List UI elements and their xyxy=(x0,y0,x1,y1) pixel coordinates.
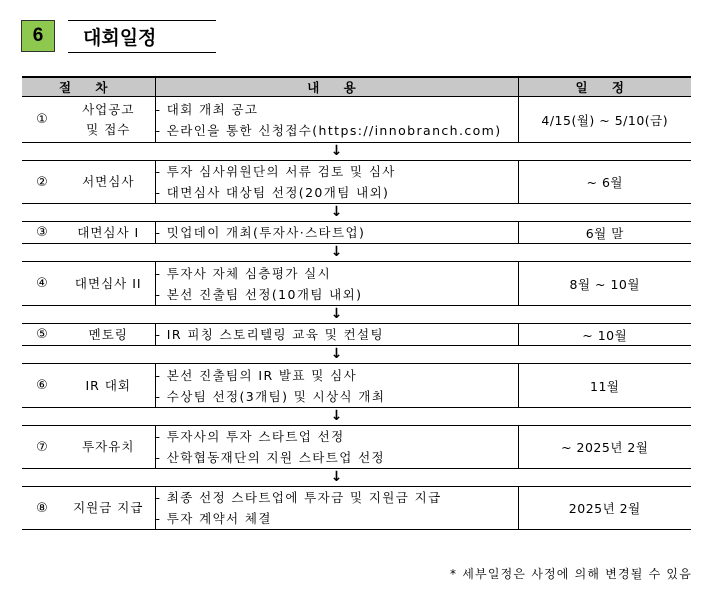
step-cell xyxy=(22,161,155,204)
schedule-table xyxy=(22,76,691,530)
content-line: - 투자 계약서 체결 xyxy=(155,511,272,526)
table-row xyxy=(22,324,691,346)
content-line: - 산학협동재단의 지원 스타트업 선정 xyxy=(155,450,386,465)
step-number: ⑤ xyxy=(36,327,48,342)
content-cell xyxy=(155,487,518,530)
flow-arrow-row xyxy=(22,408,691,426)
down-arrow-icon: ↓ xyxy=(330,408,343,424)
date-cell: ~ 6월 xyxy=(518,161,691,204)
down-arrow-icon: ↓ xyxy=(330,346,343,362)
column-header-date: 일 정 xyxy=(518,77,691,97)
down-arrow-icon: ↓ xyxy=(330,244,343,260)
date-cell: 6월 말 xyxy=(518,222,691,244)
table-row xyxy=(22,161,691,204)
down-arrow-icon: ↓ xyxy=(330,306,343,322)
step-cell xyxy=(22,97,155,143)
flow-arrow-row xyxy=(22,346,691,364)
content-line: - 투자사 자체 심층평가 실시 xyxy=(155,265,332,281)
step-cell xyxy=(22,487,155,530)
content-line: - 밋업데이 개최(투자사·스타트업) xyxy=(155,225,366,240)
step-number: ⑥ xyxy=(36,378,48,393)
content-cell xyxy=(155,324,518,346)
content-line: - 본선 진출팀의 IR 발표 및 심사 xyxy=(155,367,358,383)
content-line: - 대면심사 대상팀 선정(20개팀 내외) xyxy=(155,185,390,200)
table-header-row xyxy=(22,77,691,97)
step-name: 투자유치 xyxy=(82,439,135,454)
step-cell xyxy=(22,364,155,408)
content-line: - 수상팀 선정(3개팀) 및 시상식 개최 xyxy=(155,388,386,404)
content-line: - IR 피칭 스토리텔링 교육 및 컨설팅 xyxy=(155,327,384,342)
step-cell xyxy=(22,262,155,306)
step-name: 서면심사 xyxy=(82,174,135,189)
step-name: 지원금 지급 xyxy=(73,500,144,515)
section-header xyxy=(21,20,216,53)
step-cell xyxy=(22,222,155,244)
section-title: 대회일정 xyxy=(68,20,216,53)
step-cell xyxy=(22,426,155,469)
step-number: ⑦ xyxy=(36,439,48,455)
step-name: 대면심사 II xyxy=(74,275,142,291)
date-cell: 2025년 2월 xyxy=(518,487,691,530)
date-cell: ~ 2025년 2월 xyxy=(518,426,691,469)
content-cell xyxy=(155,262,518,306)
down-arrow-icon: ↓ xyxy=(330,143,343,159)
content-line: - 온라인을 통한 신청접수(https://innobranch.com) xyxy=(155,122,502,138)
table-row xyxy=(22,364,691,408)
content-line: - 대회 개최 공고 xyxy=(155,101,259,117)
down-arrow-icon: ↓ xyxy=(330,469,343,485)
content-line: - 투자사의 투자 스타트업 선정 xyxy=(155,429,345,444)
schedule-body xyxy=(22,97,691,530)
flow-arrow-row xyxy=(22,143,691,161)
content-line: - 본선 진출팀 선정(10개팀 내외) xyxy=(155,286,363,302)
step-name: 사업공고 및 접수 xyxy=(82,101,135,137)
step-cell xyxy=(22,324,155,346)
date-cell: ~ 10월 xyxy=(518,324,691,346)
content-line: - 최종 선정 스타트업에 투자금 및 지원금 지급 xyxy=(155,490,442,505)
content-cell xyxy=(155,97,518,143)
date-cell: 8월 ~ 10월 xyxy=(518,262,691,306)
content-line: - 투자 심사위원단의 서류 검토 및 심사 xyxy=(155,164,396,179)
content-cell xyxy=(155,161,518,204)
step-number: ① xyxy=(36,112,48,127)
flow-arrow-row xyxy=(22,244,691,262)
table-row xyxy=(22,222,691,244)
date-cell: 11월 xyxy=(518,364,691,408)
content-cell xyxy=(155,426,518,469)
column-header-step: 절 차 xyxy=(22,77,155,97)
down-arrow-icon: ↓ xyxy=(330,204,343,220)
table-row xyxy=(22,97,691,143)
flow-arrow-row xyxy=(22,306,691,324)
table-row xyxy=(22,426,691,469)
date-cell: 4/15(월) ~ 5/10(금) xyxy=(518,97,691,143)
step-name: 대면심사 I xyxy=(77,224,140,240)
flow-arrow-row xyxy=(22,469,691,487)
footnote: * 세부일정은 사정에 의해 변경될 수 있음 xyxy=(450,567,692,581)
step-number: ④ xyxy=(36,276,48,291)
step-number: ⑧ xyxy=(36,500,48,516)
content-cell xyxy=(155,364,518,408)
step-name: IR 대회 xyxy=(85,377,131,393)
content-cell xyxy=(155,222,518,244)
step-number: ③ xyxy=(36,225,48,240)
table-row xyxy=(22,262,691,306)
column-header-content: 내 용 xyxy=(155,77,518,97)
flow-arrow-row xyxy=(22,204,691,222)
step-name: 멘토링 xyxy=(88,326,128,342)
section-number: 6 xyxy=(21,20,55,52)
step-number: ② xyxy=(36,174,48,190)
table-row xyxy=(22,487,691,530)
